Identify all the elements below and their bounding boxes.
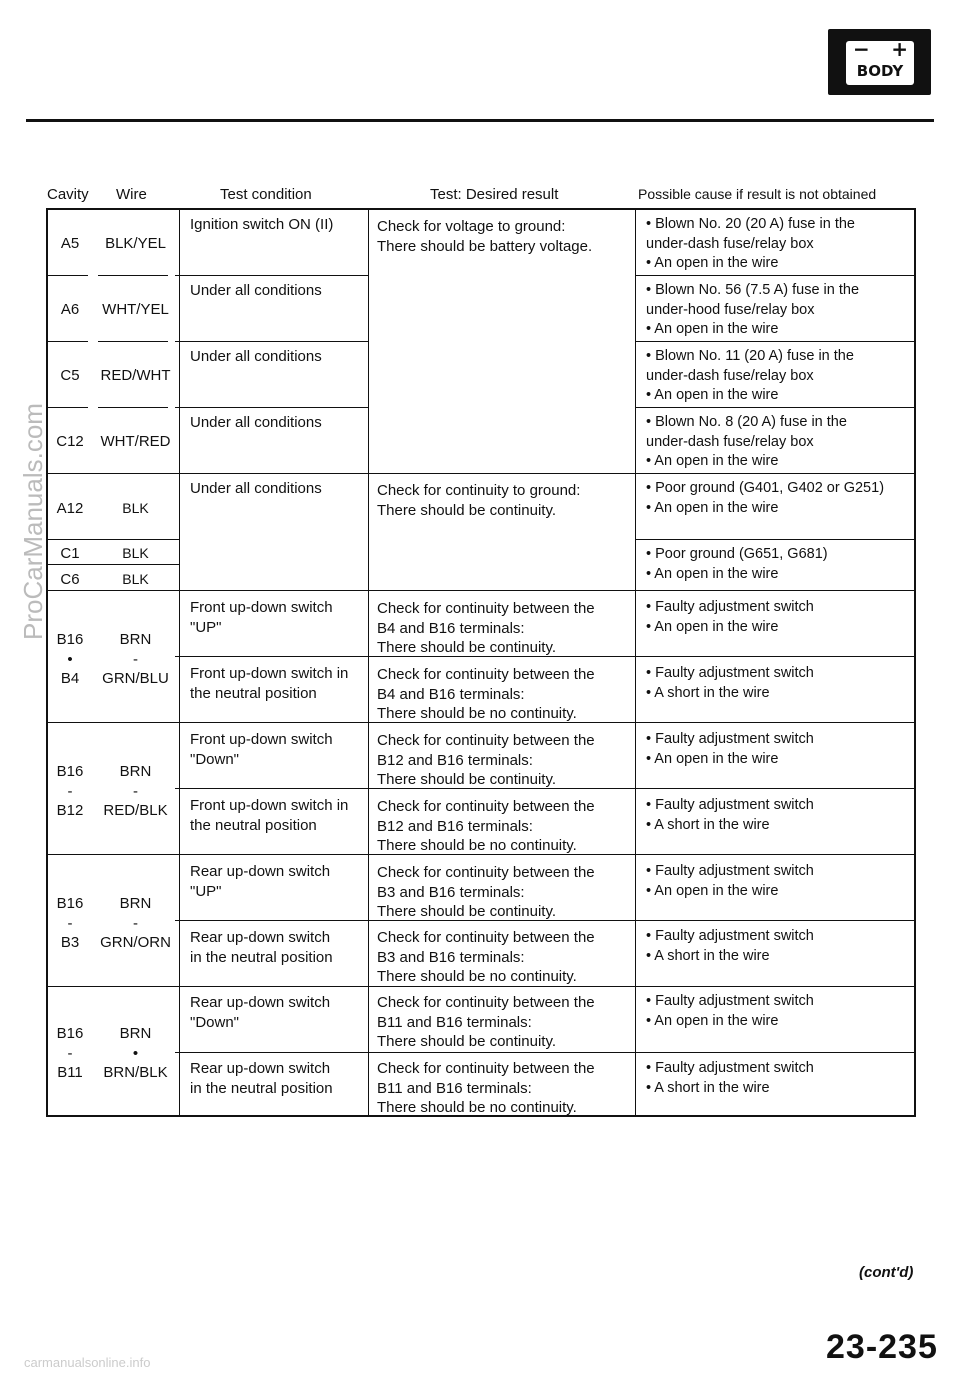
cause-c1-c6: • Poor ground (G651, G681) • An open in the wire: [646, 546, 828, 582]
result-b12-continuity: Check for continuity between the B12 and B16 terminals: There should be continuity.: [377, 732, 595, 788]
wire-b16-b11: BRN • BRN/BLK: [103, 1025, 168, 1081]
cause-a12: • Poor ground (G401, G402 or G251) • An open in the wire: [646, 480, 885, 516]
battery-body-badge: [828, 29, 931, 95]
side-watermark: ProCarManuals.com: [18, 403, 48, 640]
cause-open-1: • Faulty adjustment switch • An open in the wire: [646, 599, 814, 635]
cause-c5: • Blown No. 11 (20 A) fuse in the under-dash fuse/relay box • An open in the wire: [646, 348, 854, 403]
cavity-b16-b4: B16 • B4: [56, 631, 84, 687]
wire-a12: BLK: [122, 500, 149, 516]
cavity-c6: C6: [60, 571, 80, 588]
header-desired-result: Test: Desired result: [430, 186, 559, 203]
cavity-c1: C1: [60, 545, 80, 562]
wire-b16-b3: BRN - GRN/ORN: [100, 895, 171, 951]
minus-sign: −: [853, 37, 870, 61]
wire-a5: BLK/YEL: [105, 235, 166, 252]
cause-c12: • Blown No. 8 (20 A) fuse in the under-dash fuse/relay box • An open in the wire: [646, 414, 847, 469]
header-wire: Wire: [116, 186, 147, 203]
wire-c6: BLK: [122, 571, 149, 587]
condition-all-a6: Under all conditions: [190, 282, 322, 299]
wire-c1: BLK: [122, 545, 149, 561]
wire-c5: RED/WHT: [100, 367, 171, 384]
cause-short-4: • Faulty adjustment switch • A short in the wire: [646, 1060, 814, 1096]
result-ground-continuity: Check for continuity to ground: There should be continuity.: [377, 482, 581, 519]
condition-front-up: Front up-down switch "UP": [190, 599, 333, 636]
result-b4-continuity: Check for continuity between the B4 and B16 terminals: There should be continuity.: [377, 600, 595, 656]
cavity-a6: A6: [60, 301, 80, 318]
cause-open-3: • Faulty adjustment switch • An open in the wire: [646, 863, 814, 899]
header-rule: [26, 119, 934, 122]
wire-b16-b4: BRN - GRN/BLU: [102, 631, 169, 687]
condition-front-neutral-1: Front up-down switch in the neutral position: [190, 665, 349, 702]
result-b11-no-continuity: Check for continuity between the B11 and B16 terminals: There should be no continuity.: [377, 1060, 595, 1116]
condition-ignition-on: Ignition switch ON (II): [190, 216, 334, 233]
cavity-b16-b12: B16 - B12: [56, 763, 84, 819]
cavity-c5: C5: [60, 367, 80, 384]
condition-all-ground: Under all conditions: [190, 480, 322, 497]
result-b3-no-continuity: Check for continuity between the B3 and B16 terminals: There should be no continuity.: [377, 929, 595, 985]
cavity-b16-b3: B16 - B3: [56, 895, 84, 951]
condition-all-c5: Under all conditions: [190, 348, 322, 365]
condition-rear-neutral-1: Rear up-down switch in the neutral position: [190, 929, 333, 966]
cause-short-1: • Faulty adjustment switch • A short in the wire: [646, 665, 814, 701]
result-b4-no-continuity: Check for continuity between the B4 and B16 terminals: There should be no continuity.: [377, 666, 595, 722]
cause-open-2: • Faulty adjustment switch • An open in the wire: [646, 731, 814, 767]
condition-front-down: Front up-down switch "Down": [190, 731, 333, 768]
result-b3-continuity: Check for continuity between the B3 and B16 terminals: There should be continuity.: [377, 864, 595, 920]
cavity-c12: C12: [56, 433, 84, 450]
battery-icon: [846, 37, 914, 85]
page-number: 23-235: [826, 1328, 938, 1366]
condition-rear-down: Rear up-down switch "Down": [190, 994, 331, 1031]
condition-rear-up: Rear up-down switch "UP": [190, 863, 331, 900]
condition-front-neutral-2: Front up-down switch in the neutral position: [190, 797, 349, 834]
continued-label: (cont'd): [859, 1264, 914, 1281]
cause-a5: • Blown No. 20 (20 A) fuse in the under-dash fuse/relay box • An open in the wire: [646, 216, 855, 271]
bottom-watermark: carmanualsonline.info: [24, 1355, 151, 1370]
result-voltage: Check for voltage to ground: There should be battery voltage.: [377, 218, 593, 255]
header-cavity: Cavity: [47, 186, 89, 203]
wire-b16-b12: BRN - RED/BLK: [103, 763, 168, 819]
header-possible-cause: Possible cause if result is not obtained: [638, 186, 877, 202]
wire-c12: WHT/RED: [100, 433, 171, 450]
cavity-b16-b11: B16 - B11: [56, 1025, 84, 1081]
plus-sign: +: [891, 37, 908, 61]
cavity-a5: A5: [60, 235, 80, 252]
result-b12-no-continuity: Check for continuity between the B12 and B16 terminals: There should be no continuity.: [377, 798, 595, 854]
cause-short-2: • Faulty adjustment switch • A short in the wire: [646, 797, 814, 833]
test-table: [46, 208, 916, 1117]
result-b11-continuity: Check for continuity between the B11 and B16 terminals: There should be continuity.: [377, 994, 595, 1050]
cause-open-4: • Faulty adjustment switch • An open in the wire: [646, 993, 814, 1029]
cause-a6: • Blown No. 56 (7.5 A) fuse in the under-hood fuse/relay box • An open in the wire: [646, 282, 860, 337]
header-test-condition: Test condition: [220, 186, 312, 203]
condition-all-c12: Under all conditions: [190, 414, 322, 431]
cause-short-3: • Faulty adjustment switch • A short in the wire: [646, 928, 814, 964]
badge-label: BODY: [856, 62, 904, 80]
wire-a6: WHT/YEL: [102, 301, 169, 318]
condition-rear-neutral-2: Rear up-down switch in the neutral position: [190, 1060, 333, 1097]
cavity-a12: A12: [56, 500, 84, 517]
